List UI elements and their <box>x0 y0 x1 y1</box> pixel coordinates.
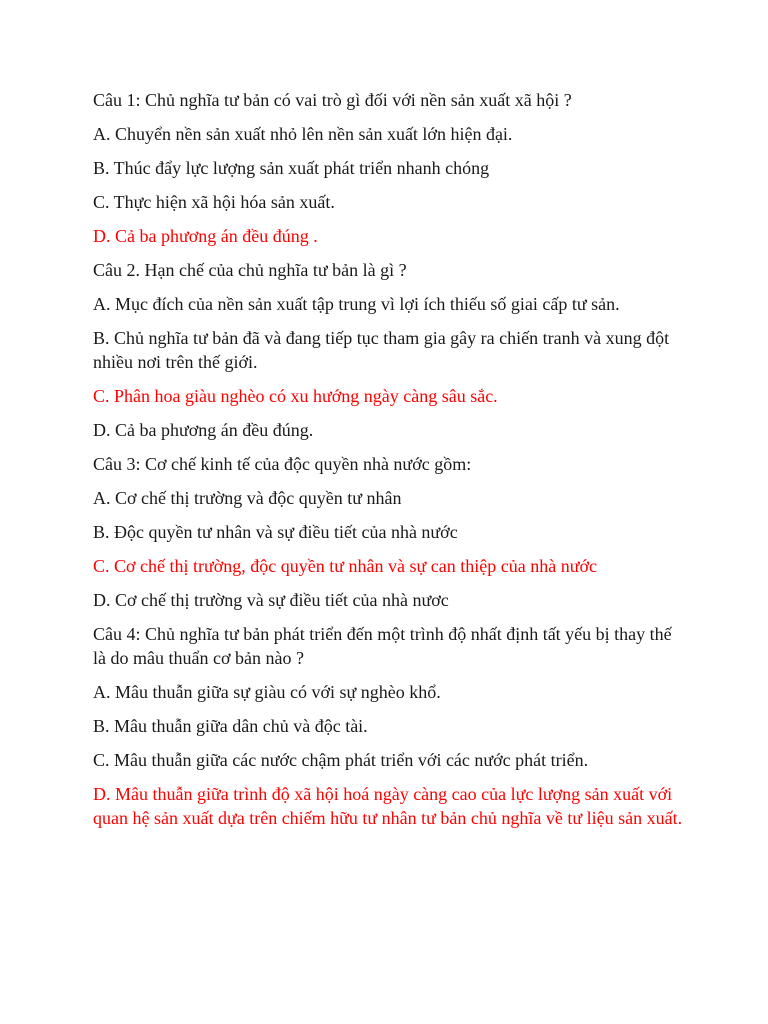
question-text: Câu 2. Hạn chế của chủ nghĩa tư bản là gì ? <box>93 260 407 280</box>
answer-option: D. Cơ chế thị trường và sự điều tiết của nhà nươc <box>93 590 449 610</box>
answer-option: A. Chuyển nền sản xuất nhỏ lên nền sản xuất lớn hiện đại. <box>93 124 513 144</box>
answer-option: A. Mâu thuẫn giữa sự giàu có với sự nghèo khổ. <box>93 682 441 702</box>
correct-answer-option: C. Phân hoa giàu nghèo có xu hướng ngày càng sâu sắc. <box>93 386 498 406</box>
answer-option: B. Chủ nghĩa tư bản đã và đang tiếp tục tham gia gây ra chiến tranh và xung đột nhiều nơi trên thế giới. <box>93 328 670 372</box>
answer-option: B. Độc quyền tư nhân và sự điều tiết của nhà nước <box>93 522 458 542</box>
answer-option: C. Mâu thuẫn giữa các nước chậm phát triển với các nước phát triển. <box>93 750 589 770</box>
answer-option: A. Cơ chế thị trường và độc quyền tư nhân <box>93 488 402 508</box>
answer-option: A. Mục đích của nền sản xuất tập trung vì lợi ích thiếu số giai cấp tư sản. <box>93 294 620 314</box>
correct-answer-option: D. Cả ba phương án đều đúng . <box>93 226 318 246</box>
question-text: Câu 4: Chủ nghĩa tư bản phát triển đến một trình độ nhất định tất yếu bị thay thế là do mâu thuẩn cơ bản nào ? <box>93 624 672 668</box>
correct-answer-option: D. Mâu thuẫn giữa trình độ xã hội hoá ngày càng cao của lực lượng sản xuất với quan hệ sản xuất dựa trên chiếm hữu tư nhân tư bản chủ nghĩa về tư liệu sản xuất. <box>93 784 683 828</box>
question-text: Câu 3: Cơ chế kinh tế của độc quyền nhà nước gồm: <box>93 454 472 474</box>
question-text: Câu 1: Chủ nghĩa tư bản có vai trò gì đối với nền sản xuất xã hội ? <box>93 90 572 110</box>
answer-option: B. Mâu thuẫn giữa dân chủ và độc tài. <box>93 716 368 736</box>
answer-option: B. Thúc đẩy lực lượng sản xuất phát triển nhanh chóng <box>93 158 490 178</box>
document-page <box>93 88 683 840</box>
answer-option: D. Cả ba phương án đều đúng. <box>93 420 314 440</box>
answer-option: C. Thực hiện xã hội hóa sản xuất. <box>93 192 335 212</box>
correct-answer-option: C. Cơ chế thị trường, độc quyền tư nhân và sự can thiệp của nhà nước <box>93 556 597 576</box>
